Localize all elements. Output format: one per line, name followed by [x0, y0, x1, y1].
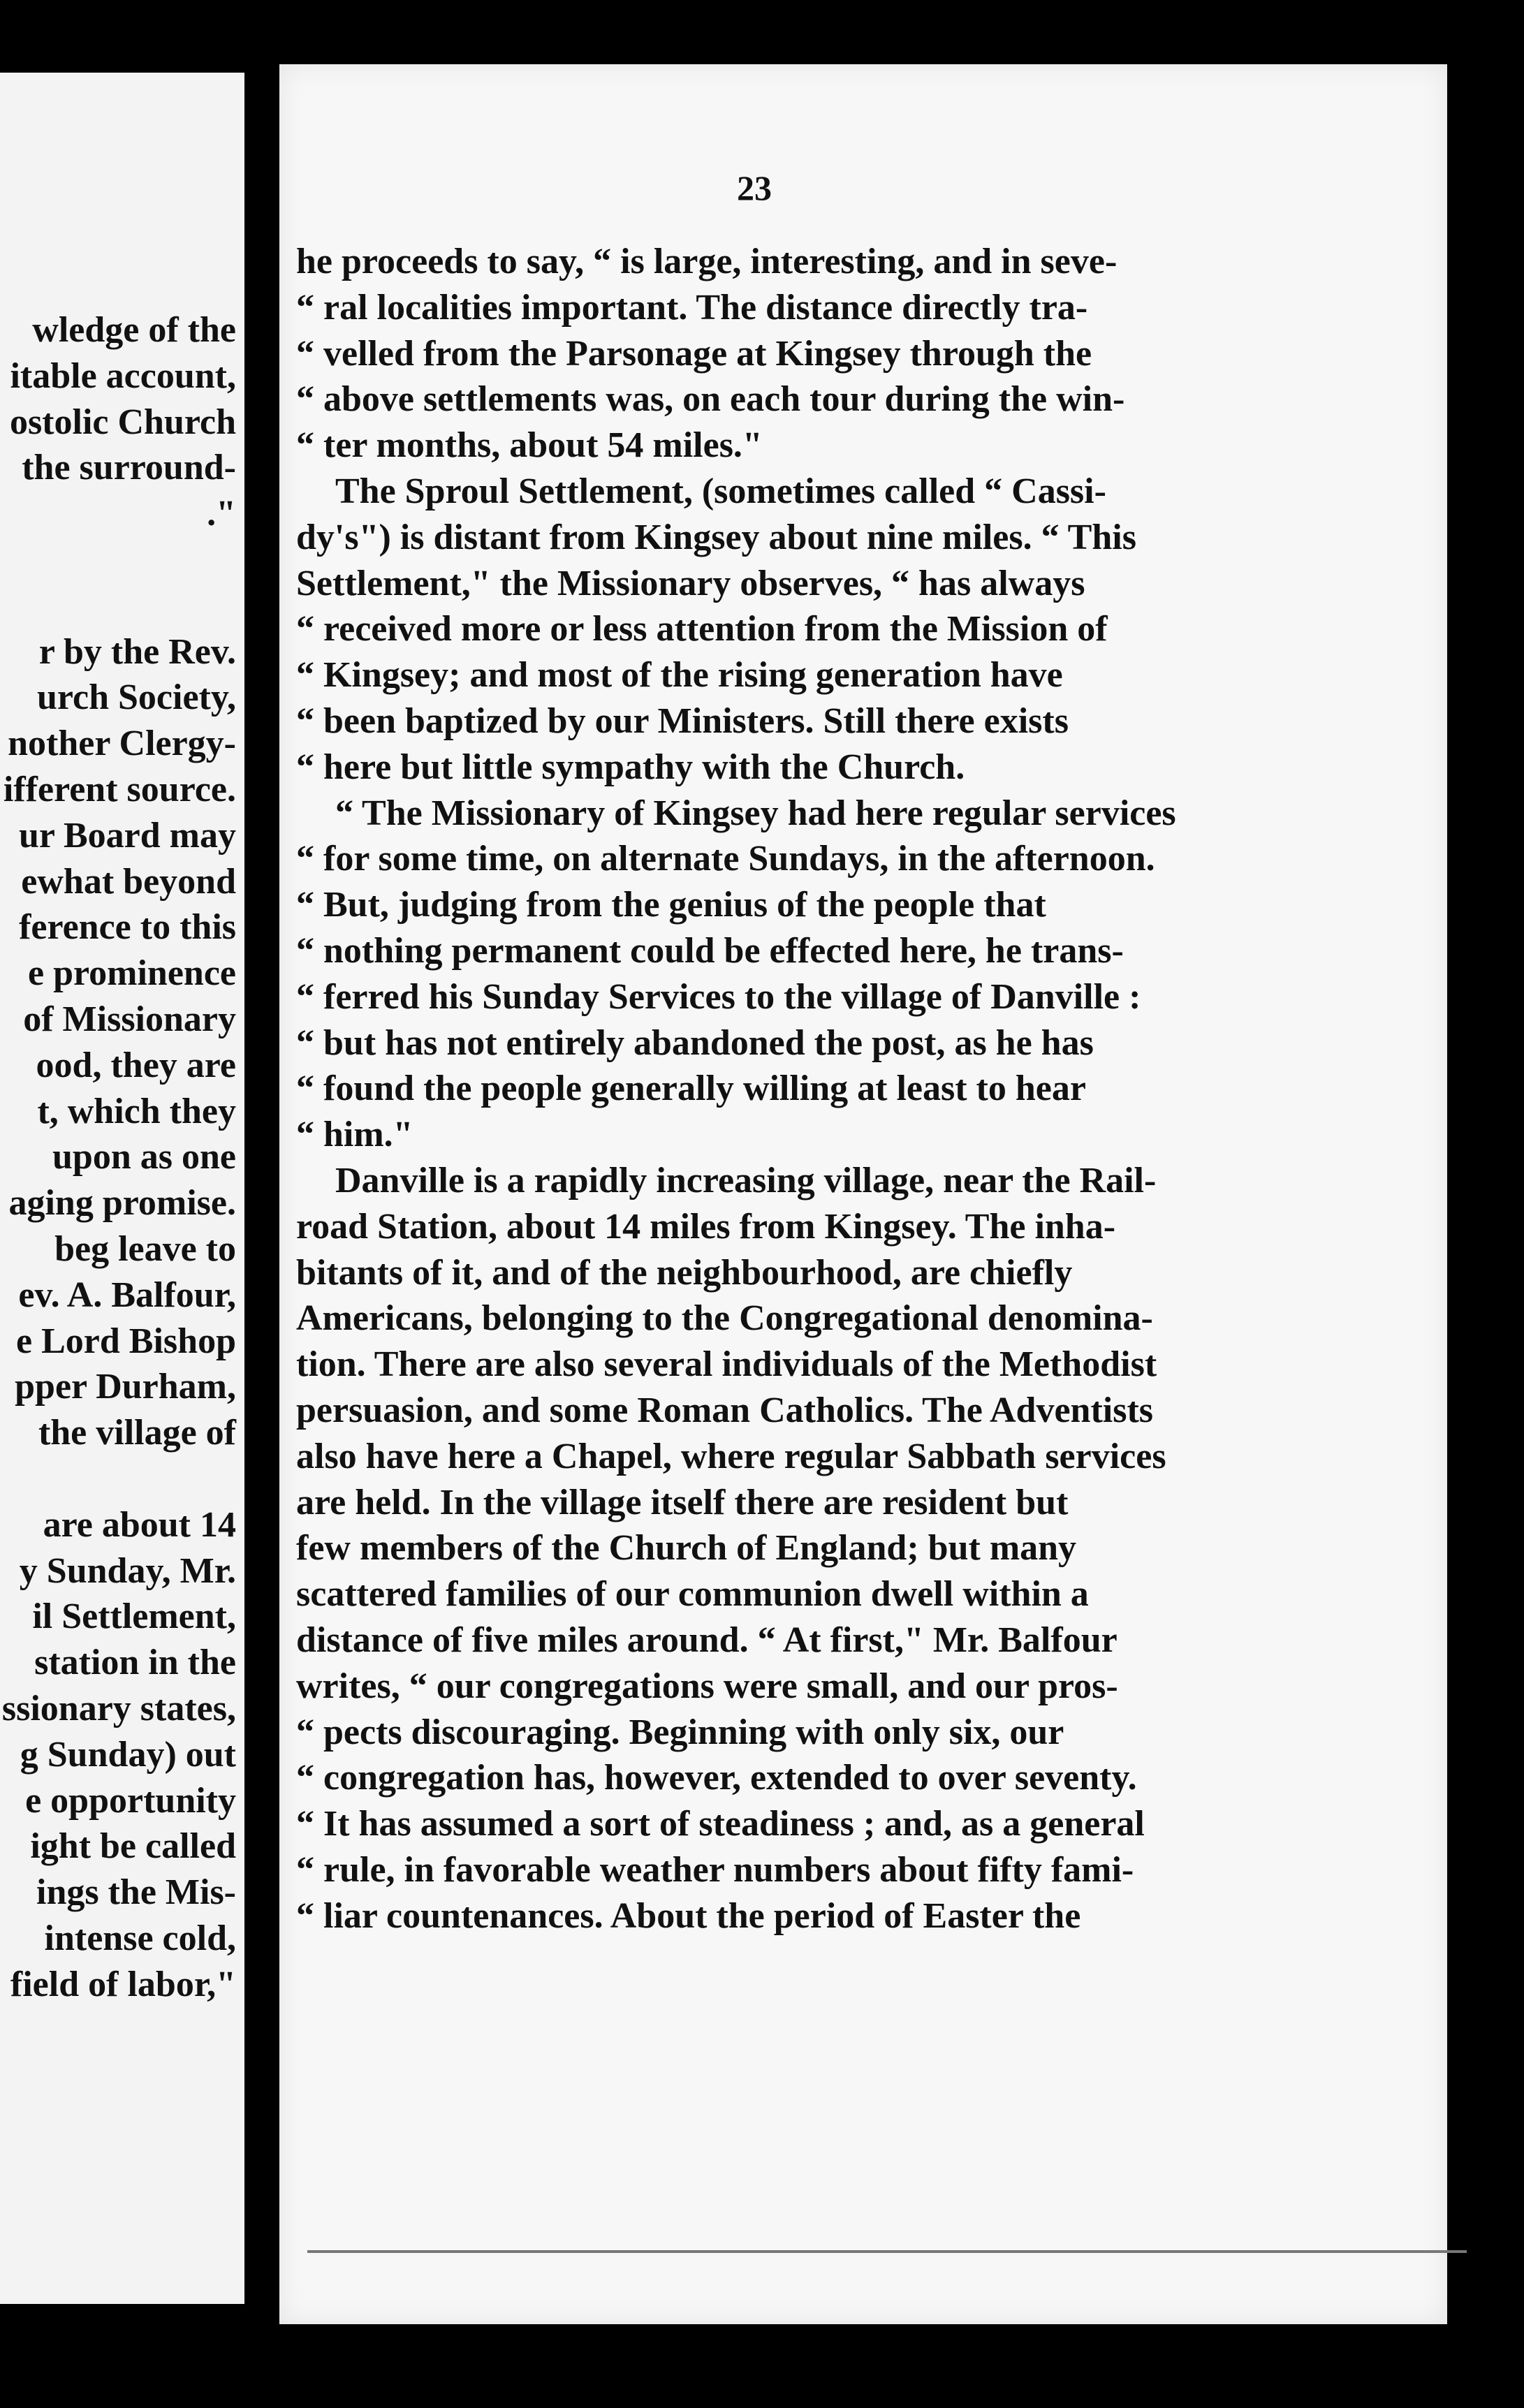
left-text-line: ood, they are — [36, 1045, 236, 1085]
text-line: “ rule, in favorable weather numbers about fifty fami- — [296, 1849, 1134, 1890]
text-line: “ nothing permanent could be effected here, he trans- — [296, 930, 1124, 971]
text-line: Danville is a rapidly increasing village, near the Rail- — [335, 1160, 1157, 1201]
text-line: “ It has assumed a sort of steadiness ; and, as a general — [296, 1804, 1145, 1844]
left-text-line: e prominence — [28, 953, 236, 994]
left-text-line: the surround- — [22, 448, 236, 488]
left-text-line: nother Clergy- — [8, 724, 236, 764]
left-text-line: ewhat beyond — [21, 861, 236, 902]
page-number: 23 — [737, 168, 772, 207]
left-text-line: il Settlement, — [32, 1596, 236, 1637]
left-text-line — [0, 583, 236, 629]
text-line: persuasion, and some Roman Catholics. The Adventists — [296, 1390, 1154, 1430]
left-text-line: ev. A. Balfour, — [18, 1275, 236, 1315]
left-text-line: pper Durham, — [15, 1367, 236, 1407]
left-text-line: e Lord Bishop — [16, 1321, 236, 1361]
text-line: “ ral localities important. The distance directly tra- — [296, 287, 1088, 328]
text-line: “ found the people generally willing at least to hear — [296, 1069, 1086, 1109]
text-line: “ received more or less attention from the Mission of — [296, 609, 1108, 649]
left-text-line: ur Board may — [18, 815, 236, 856]
left-text-line — [0, 537, 236, 583]
page-bottom-edge — [307, 2250, 1467, 2253]
left-text-line: are about 14 — [43, 1504, 236, 1545]
left-text-line: y Sunday, Mr. — [19, 1550, 236, 1591]
left-text-line: ifferent source. — [3, 769, 236, 809]
left-text-line: g Sunday) out — [20, 1734, 236, 1775]
left-text-line: intense cold, — [44, 1918, 236, 1958]
text-line: “ But, judging from the genius of the people that — [296, 885, 1046, 925]
text-line: “ velled from the Parsonage at Kingsey through the — [296, 333, 1092, 374]
left-text-line: the village of — [38, 1413, 236, 1453]
left-text-line: station in the — [34, 1643, 236, 1683]
text-line: few members of the Church of England; but many — [296, 1528, 1077, 1569]
text-line: writes, “ our congregations were small, and our pros- — [296, 1666, 1118, 1706]
text-line: “ but has not entirely abandoned the post, as he has — [296, 1022, 1094, 1063]
left-text-line: itable account, — [10, 355, 236, 396]
left-text-line: e opportunity — [25, 1780, 236, 1821]
text-line: The Sproul Settlement, (sometimes called “ Cassi- — [335, 471, 1106, 511]
text-line: “ ter months, about 54 miles." — [296, 425, 763, 466]
left-text-line: wledge of the — [32, 310, 236, 350]
left-text-line: ings the Mis- — [36, 1872, 236, 1913]
text-line: “ The Missionary of Kingsey had here regular services — [335, 793, 1176, 833]
left-text-column — [0, 307, 236, 2007]
text-line: “ here but little sympathy with the Church. — [296, 747, 965, 787]
left-text-line: of Missionary — [23, 999, 236, 1039]
text-line: Americans, belonging to the Congregational denomina- — [296, 1298, 1153, 1339]
text-line: “ congregation has, however, extended to over seventy. — [296, 1758, 1137, 1798]
text-line: distance of five miles around. “ At first," Mr. Balfour — [296, 1620, 1118, 1660]
text-line: bitants of it, and of the neighbourhood, are chiefly — [296, 1252, 1073, 1293]
left-text-line — [0, 1456, 236, 1502]
text-line: Settlement," the Missionary observes, “ has always — [296, 563, 1085, 603]
left-text-line: ostolic Church — [9, 402, 236, 442]
text-line: are held. In the village itself there are resident but — [296, 1482, 1069, 1522]
text-line: scattered families of our communion dwell within a — [296, 1574, 1089, 1615]
left-text-line: ight be called — [30, 1826, 236, 1867]
left-text-line: upon as one — [52, 1137, 236, 1177]
left-page-fragment — [0, 73, 244, 2304]
text-line: “ Kingsey; and most of the rising generation have — [296, 655, 1063, 696]
text-line: “ above settlements was, on each tour during the win- — [296, 379, 1125, 420]
left-text-line: ssionary states, — [1, 1688, 236, 1728]
text-line: “ liar countenances. About the period of Easter the — [296, 1895, 1081, 1936]
text-line: “ ferred his Sunday Services to the village of Danville : — [296, 976, 1141, 1017]
text-line: dy's") is distant from Kingsey about nine miles. “ This — [296, 517, 1136, 557]
text-line: “ pects discouraging. Beginning with only six, our — [296, 1712, 1064, 1752]
text-line: tion. There are also several individuals of the Methodist — [296, 1344, 1157, 1385]
text-line: he proceeds to say, “ is large, interesting, and in seve- — [296, 242, 1118, 281]
text-line: “ him." — [296, 1115, 413, 1155]
left-text-line: r by the Rev. — [38, 631, 236, 672]
left-text-line: ference to this — [19, 907, 236, 948]
left-text-line: ." — [207, 494, 236, 534]
left-text-line: t, which they — [37, 1091, 236, 1131]
text-line: road Station, about 14 miles from Kingsey. The inha- — [296, 1206, 1116, 1247]
left-text-line: urch Society, — [36, 677, 236, 718]
left-text-line: beg leave to — [54, 1228, 236, 1269]
text-line: also have here a Chapel, where regular Sabbath services — [296, 1436, 1166, 1476]
right-text-column — [296, 239, 1232, 1939]
left-text-line: aging promise. — [8, 1183, 236, 1224]
text-line: “ been baptized by our Ministers. Still there exists — [296, 700, 1069, 741]
text-line: “ for some time, on alternate Sundays, in the afternoon. — [296, 839, 1155, 879]
left-text-line: field of labor," — [10, 1964, 236, 2004]
